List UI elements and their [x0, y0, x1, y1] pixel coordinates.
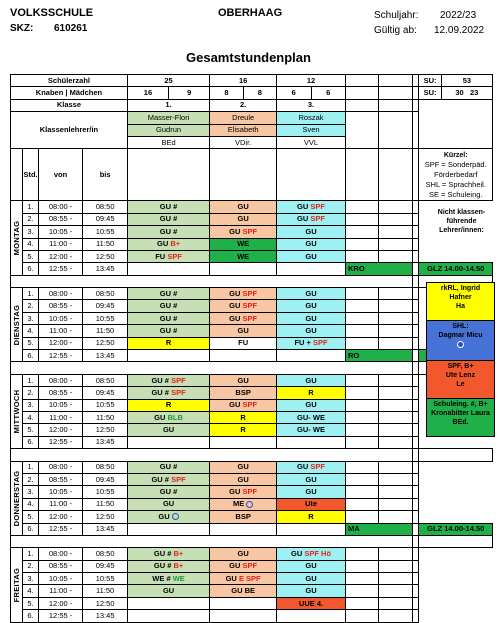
valid-value: 12.09.2022 [434, 25, 485, 36]
col-von: von [38, 149, 83, 201]
lesson-cell: WE [210, 250, 277, 262]
slot-bis: 10:55 [83, 399, 128, 411]
lesson-cell: GU E SPF [210, 573, 277, 585]
lesson-cell: GU [277, 250, 346, 262]
slot-bis: 08:50 [83, 201, 128, 213]
slot-number: 3. [23, 399, 39, 411]
timetable-row [11, 486, 493, 498]
timetable-row [11, 548, 493, 560]
slot-von: 12:55 - [38, 263, 83, 275]
lesson-cell: GU [210, 374, 277, 386]
lesson-cell: GU # [127, 213, 209, 225]
col-header-row [11, 149, 493, 201]
slot-bis: 13:45 [83, 610, 128, 622]
circle-icon [457, 341, 464, 348]
slot-number: 3. [23, 226, 39, 238]
lesson-cell: GU SPF [277, 461, 346, 473]
timetable-row [11, 374, 493, 386]
lesson-cell: GU [277, 560, 346, 572]
slot-von: 08:55 - [38, 473, 83, 485]
lesson-cell [127, 350, 209, 362]
slot-number: 6. [23, 263, 39, 275]
lesson-cell: GU [210, 461, 277, 473]
c3-total: 12 [277, 75, 346, 87]
timetable-row [11, 436, 493, 448]
lesson-cell: BSP [210, 387, 277, 399]
timetable-row [11, 288, 493, 300]
su-total: 53 [441, 75, 492, 87]
lesson-cell [210, 263, 277, 275]
day-label-mo: MONTAG [11, 201, 23, 275]
stats-row-class [11, 99, 493, 111]
lesson-cell: GU # B+ [127, 548, 209, 560]
day-gap [11, 535, 493, 547]
lesson-cell: GU [277, 226, 346, 238]
lesson-cell: GU # [127, 288, 209, 300]
slot-von: 08:00 - [38, 288, 83, 300]
lesson-cell: BSP [210, 511, 277, 523]
lesson-cell: GU [277, 288, 346, 300]
lesson-cell: GU [277, 585, 346, 597]
lesson-cell: GU [127, 498, 209, 510]
timetable-row [11, 573, 493, 585]
lesson-cell: GU # B+ [127, 560, 209, 572]
legend-box [419, 149, 493, 201]
timetable-row [11, 238, 493, 250]
slot-number: 1. [23, 201, 39, 213]
su-label-2: SU: [419, 87, 441, 99]
col-bis: bis [83, 149, 128, 201]
days-body [11, 201, 493, 622]
slot-bis: 11:50 [83, 498, 128, 510]
slot-bis: 12:50 [83, 597, 128, 609]
lesson-cell [277, 350, 346, 362]
lesson-cell: GU SPF [210, 226, 277, 238]
lesson-cell: UUE 4. [277, 597, 346, 609]
slot-number: 5. [23, 597, 39, 609]
teacher-block-ute: SPF, B+ Ute Lenz Le [426, 360, 495, 399]
slot-von: 12:55 - [38, 350, 83, 362]
slot-number: 1. [23, 288, 39, 300]
lesson-cell [127, 436, 209, 448]
c1-total: 25 [127, 75, 209, 87]
legend-foerder: Förderbedarf [434, 170, 478, 180]
timetable-row [11, 511, 493, 523]
slot-von: 08:00 - [38, 201, 83, 213]
c2-total: 16 [210, 75, 277, 87]
slot-von: 11:00 - [38, 498, 83, 510]
slot-von: 08:00 - [38, 461, 83, 473]
slot-von: 10:05 - [38, 486, 83, 498]
slot-number: 2. [23, 473, 39, 485]
slot-bis: 08:50 [83, 548, 128, 560]
slot-bis: 09:45 [83, 387, 128, 399]
lesson-cell: GU SPF [277, 213, 346, 225]
c2-teacher-2: Elisabeth [210, 124, 277, 136]
lesson-cell: GU [127, 585, 209, 597]
slot-number: 1. [23, 548, 39, 560]
timetable-row [11, 325, 493, 337]
lesson-cell: GU [277, 399, 346, 411]
slot-von: 12:55 - [38, 436, 83, 448]
stats-row-split [11, 87, 493, 99]
valid-label: Gültig ab: [374, 25, 417, 36]
slot-number: 4. [23, 325, 39, 337]
lesson-cell: GU [277, 573, 346, 585]
c2-teacher-3: VDir. [210, 136, 277, 148]
timetable [10, 74, 493, 623]
slot-bis: 13:45 [83, 523, 128, 535]
timetable-row [11, 473, 493, 485]
c1-teacher-2: Gudrun [127, 124, 209, 136]
timetable-row [11, 597, 493, 609]
slot-number: 1. [23, 461, 39, 473]
c1-boys: 16 [127, 87, 168, 99]
school-place: OBERHAAG [218, 7, 283, 19]
slot-von: 11:00 - [38, 411, 83, 423]
slot-von: 08:00 - [38, 548, 83, 560]
slot-bis: 10:55 [83, 312, 128, 324]
lesson-cell: R [127, 399, 209, 411]
lesson-cell: GU [210, 325, 277, 337]
timetable-row [11, 226, 493, 238]
slot-bis: 10:55 [83, 226, 128, 238]
lesson-cell [210, 436, 277, 448]
timetable-row [11, 213, 493, 225]
lesson-cell: GU # [127, 461, 209, 473]
lesson-cell [127, 523, 209, 535]
lesson-cell: GU B+ [127, 238, 209, 250]
day-note: GLZ 14.00-14.50 [419, 523, 493, 535]
su-split: 30 23 [441, 87, 492, 99]
c1-teacher-3: BEd [127, 136, 209, 148]
teacher-block-rkrl: rkRL, Ingrid Hafner Ha [426, 282, 495, 321]
lesson-cell: GU # [127, 226, 209, 238]
legend-title: Kürzel: [443, 152, 468, 160]
timetable-row [11, 399, 493, 411]
slot-number: 2. [23, 387, 39, 399]
lesson-cell: GU BE [210, 585, 277, 597]
slot-bis: 09:45 [83, 560, 128, 572]
lesson-cell: R [210, 424, 277, 436]
timetable-row [11, 411, 493, 423]
slot-number: 4. [23, 411, 39, 423]
c3-girls: 6 [311, 87, 346, 99]
lesson-cell: GU SPF [210, 560, 277, 572]
lesson-cell: GU [277, 473, 346, 485]
slot-number: 5. [23, 424, 39, 436]
slot-von: 11:00 - [38, 238, 83, 250]
day-note-code: RO [346, 350, 413, 362]
slot-number: 4. [23, 498, 39, 510]
day-label-di: DIENSTAG [11, 288, 23, 362]
slot-number: 3. [23, 312, 39, 324]
circle-icon [172, 513, 179, 520]
slot-von: 10:05 - [38, 399, 83, 411]
slot-number: 3. [23, 573, 39, 585]
slot-von: 12:55 - [38, 610, 83, 622]
lesson-cell: GU [277, 238, 346, 250]
slot-number: 5. [23, 337, 39, 349]
timetable-row [11, 337, 493, 349]
slot-von: 08:55 - [38, 300, 83, 312]
day-note: GLZ 14.00-14.50 [419, 263, 493, 275]
slot-number: 2. [23, 213, 39, 225]
slot-von: 12:00 - [38, 337, 83, 349]
slot-bis: 09:45 [83, 473, 128, 485]
lesson-cell: GU [210, 548, 277, 560]
slot-number: 5. [23, 511, 39, 523]
slot-bis: 13:45 [83, 350, 128, 362]
slot-von: 11:00 - [38, 325, 83, 337]
timetable-row [11, 201, 493, 213]
lesson-cell [277, 523, 346, 535]
slot-bis: 11:50 [83, 325, 128, 337]
timetable-row [11, 461, 493, 473]
slot-bis: 09:45 [83, 300, 128, 312]
slot-number: 2. [23, 560, 39, 572]
legend-shl: SHL = Sprachheil. [425, 180, 486, 190]
day-gap [11, 449, 493, 461]
lesson-cell: R [210, 411, 277, 423]
skz-label: SKZ: [10, 23, 34, 34]
timetable-row [11, 263, 493, 275]
slot-bis: 10:55 [83, 486, 128, 498]
slot-von: 10:05 - [38, 312, 83, 324]
c2-girls: 8 [243, 87, 276, 99]
slot-bis: 13:45 [83, 436, 128, 448]
c1-class: 1. [127, 99, 209, 111]
c3-boys: 6 [277, 87, 312, 99]
lesson-cell: GU [127, 511, 209, 523]
lesson-cell: GU- WE [277, 411, 346, 423]
page-title: Gesamtstundenplan [186, 50, 311, 65]
lesson-cell: GU- WE [277, 424, 346, 436]
slot-bis: 08:50 [83, 374, 128, 386]
timetable-row [11, 424, 493, 436]
slot-bis: 12:50 [83, 511, 128, 523]
lesson-cell: GU BLB [127, 411, 209, 423]
lesson-cell [277, 610, 346, 622]
lesson-cell [277, 263, 346, 275]
lesson-cell: GU SPF [277, 201, 346, 213]
split-label: Knaben | Mädchen [11, 87, 128, 99]
lesson-cell: GU [210, 201, 277, 213]
lesson-cell: Ute [277, 498, 346, 510]
lesson-cell: GU [210, 473, 277, 485]
lesson-cell: WE # WE [127, 573, 209, 585]
slot-number: 6. [23, 350, 39, 362]
slot-von: 12:00 - [38, 250, 83, 262]
slot-bis: 09:45 [83, 213, 128, 225]
slot-bis: 12:50 [83, 337, 128, 349]
c3-teacher-3: VVL [277, 136, 346, 148]
legend-spf: SPF = Sonderpäd. [424, 160, 487, 170]
pupils-label: Schülerzahl [11, 75, 128, 87]
slot-number: 4. [23, 238, 39, 250]
col-std: Std. [23, 149, 39, 201]
c3-teacher-1: Roszak [277, 112, 346, 124]
school-name: VOLKSSCHULE [10, 7, 94, 19]
lesson-cell: GU SPF [210, 399, 277, 411]
day-gap [11, 275, 493, 287]
lesson-cell: GU [277, 300, 346, 312]
year-label: Schuljahr: [374, 10, 419, 21]
timetable-row [11, 312, 493, 324]
slot-bis: 08:50 [83, 461, 128, 473]
slot-bis: 11:50 [83, 238, 128, 250]
lesson-cell [127, 263, 209, 275]
lesson-cell: R [277, 511, 346, 523]
lesson-cell: GU # [127, 486, 209, 498]
lesson-cell: GU [277, 325, 346, 337]
slot-von: 12:00 - [38, 424, 83, 436]
lesson-cell: R [277, 387, 346, 399]
slot-von: 12:00 - [38, 597, 83, 609]
slot-von: 10:05 - [38, 573, 83, 585]
side-panel [430, 208, 493, 275]
day-gap [11, 362, 493, 374]
timetable-row [11, 560, 493, 572]
class-label: Klasse [11, 99, 128, 111]
day-label-mi: MITTWOCH [11, 374, 23, 448]
lesson-cell [210, 597, 277, 609]
lesson-cell: GU [277, 486, 346, 498]
timetable-row [11, 250, 493, 262]
lesson-cell [210, 350, 277, 362]
day-note-code: KRO [346, 263, 413, 275]
lesson-cell: GU # SPF [127, 374, 209, 386]
slot-von: 10:05 - [38, 226, 83, 238]
circle-icon [246, 501, 253, 508]
lesson-cell: FU SPF [127, 250, 209, 262]
c1-girls: 9 [169, 87, 210, 99]
c1-teacher-1: Masser-Flori [127, 112, 209, 124]
lesson-cell: GU # SPF [127, 387, 209, 399]
lesson-cell [210, 523, 277, 535]
teacher-block-kron: Schuleing. #, B+ Kronabitter Laura BEd. [426, 398, 495, 437]
timetable-row [11, 585, 493, 597]
lesson-cell: GU [277, 312, 346, 324]
slot-bis: 10:55 [83, 573, 128, 585]
timetable-row [11, 387, 493, 399]
timetable-row [11, 523, 493, 535]
slot-number: 6. [23, 523, 39, 535]
day-note-code: MA [346, 523, 413, 535]
slot-number: 4. [23, 585, 39, 597]
lesson-cell: GU SPF [210, 300, 277, 312]
slot-number: 2. [23, 300, 39, 312]
slot-bis: 12:50 [83, 250, 128, 262]
lesson-cell: ME [210, 498, 277, 510]
lesson-cell: GU SPF Hö [277, 548, 346, 560]
slot-von: 08:00 - [38, 374, 83, 386]
slot-number: 3. [23, 486, 39, 498]
lesson-cell [127, 597, 209, 609]
lesson-cell: GU # [127, 201, 209, 213]
timetable-row [11, 498, 493, 510]
lesson-cell: R [127, 337, 209, 349]
c2-teacher-1: Dreule [210, 112, 277, 124]
skz-value: 610261 [54, 23, 88, 34]
slot-von: 12:00 - [38, 511, 83, 523]
year-value: 2022/23 [440, 10, 477, 21]
lesson-cell [210, 610, 277, 622]
slot-von: 11:00 - [38, 585, 83, 597]
timetable-row [11, 300, 493, 312]
lesson-cell: GU SPF [210, 288, 277, 300]
lesson-cell: GU # SPF [127, 473, 209, 485]
lesson-cell: GU SPF [210, 486, 277, 498]
slot-von: 12:55 - [38, 523, 83, 535]
lesson-cell: FU [210, 337, 277, 349]
lesson-cell: GU # [127, 300, 209, 312]
slot-number: 6. [23, 610, 39, 622]
c3-class: 3. [277, 99, 346, 111]
lesson-cell: GU SPF [210, 312, 277, 324]
lesson-cell: GU [210, 213, 277, 225]
slot-von: 08:55 - [38, 387, 83, 399]
timetable-row [11, 350, 493, 362]
lesson-cell [127, 610, 209, 622]
lesson-cell [277, 436, 346, 448]
slot-von: 08:55 - [38, 560, 83, 572]
c3-teacher-2: Sven [277, 124, 346, 136]
lesson-cell: GU # [127, 312, 209, 324]
teacher-label: Klassenlehrer/in [11, 112, 128, 149]
lesson-cell: FU + SPF [277, 337, 346, 349]
slot-bis: 12:50 [83, 424, 128, 436]
non-class-teachers: Nicht klassen- führende Lehrer/innen: [437, 209, 486, 234]
timetable-row [11, 610, 493, 622]
slot-number: 5. [23, 250, 39, 262]
lesson-cell: GU # [127, 325, 209, 337]
lesson-cell: WE [210, 238, 277, 250]
slot-bis: 11:50 [83, 411, 128, 423]
slot-number: 6. [23, 436, 39, 448]
day-label-fr: FREITAG [11, 548, 23, 622]
slot-bis: 08:50 [83, 288, 128, 300]
slot-von: 08:55 - [38, 213, 83, 225]
day-label-do: DONNERSTAG [11, 461, 23, 535]
slot-bis: 11:50 [83, 585, 128, 597]
stats-row-pupils [11, 75, 493, 87]
c2-boys: 8 [210, 87, 243, 99]
legend-se: SE = Schuleing. [428, 190, 483, 200]
c2-class: 2. [210, 99, 277, 111]
su-label: SU: [419, 75, 441, 87]
lesson-cell: GU [127, 424, 209, 436]
lesson-cell: GU [277, 374, 346, 386]
teacher-block-shl: SHL: Dagmar Micu [426, 320, 495, 361]
slot-number: 1. [23, 374, 39, 386]
slot-bis: 13:45 [83, 263, 128, 275]
